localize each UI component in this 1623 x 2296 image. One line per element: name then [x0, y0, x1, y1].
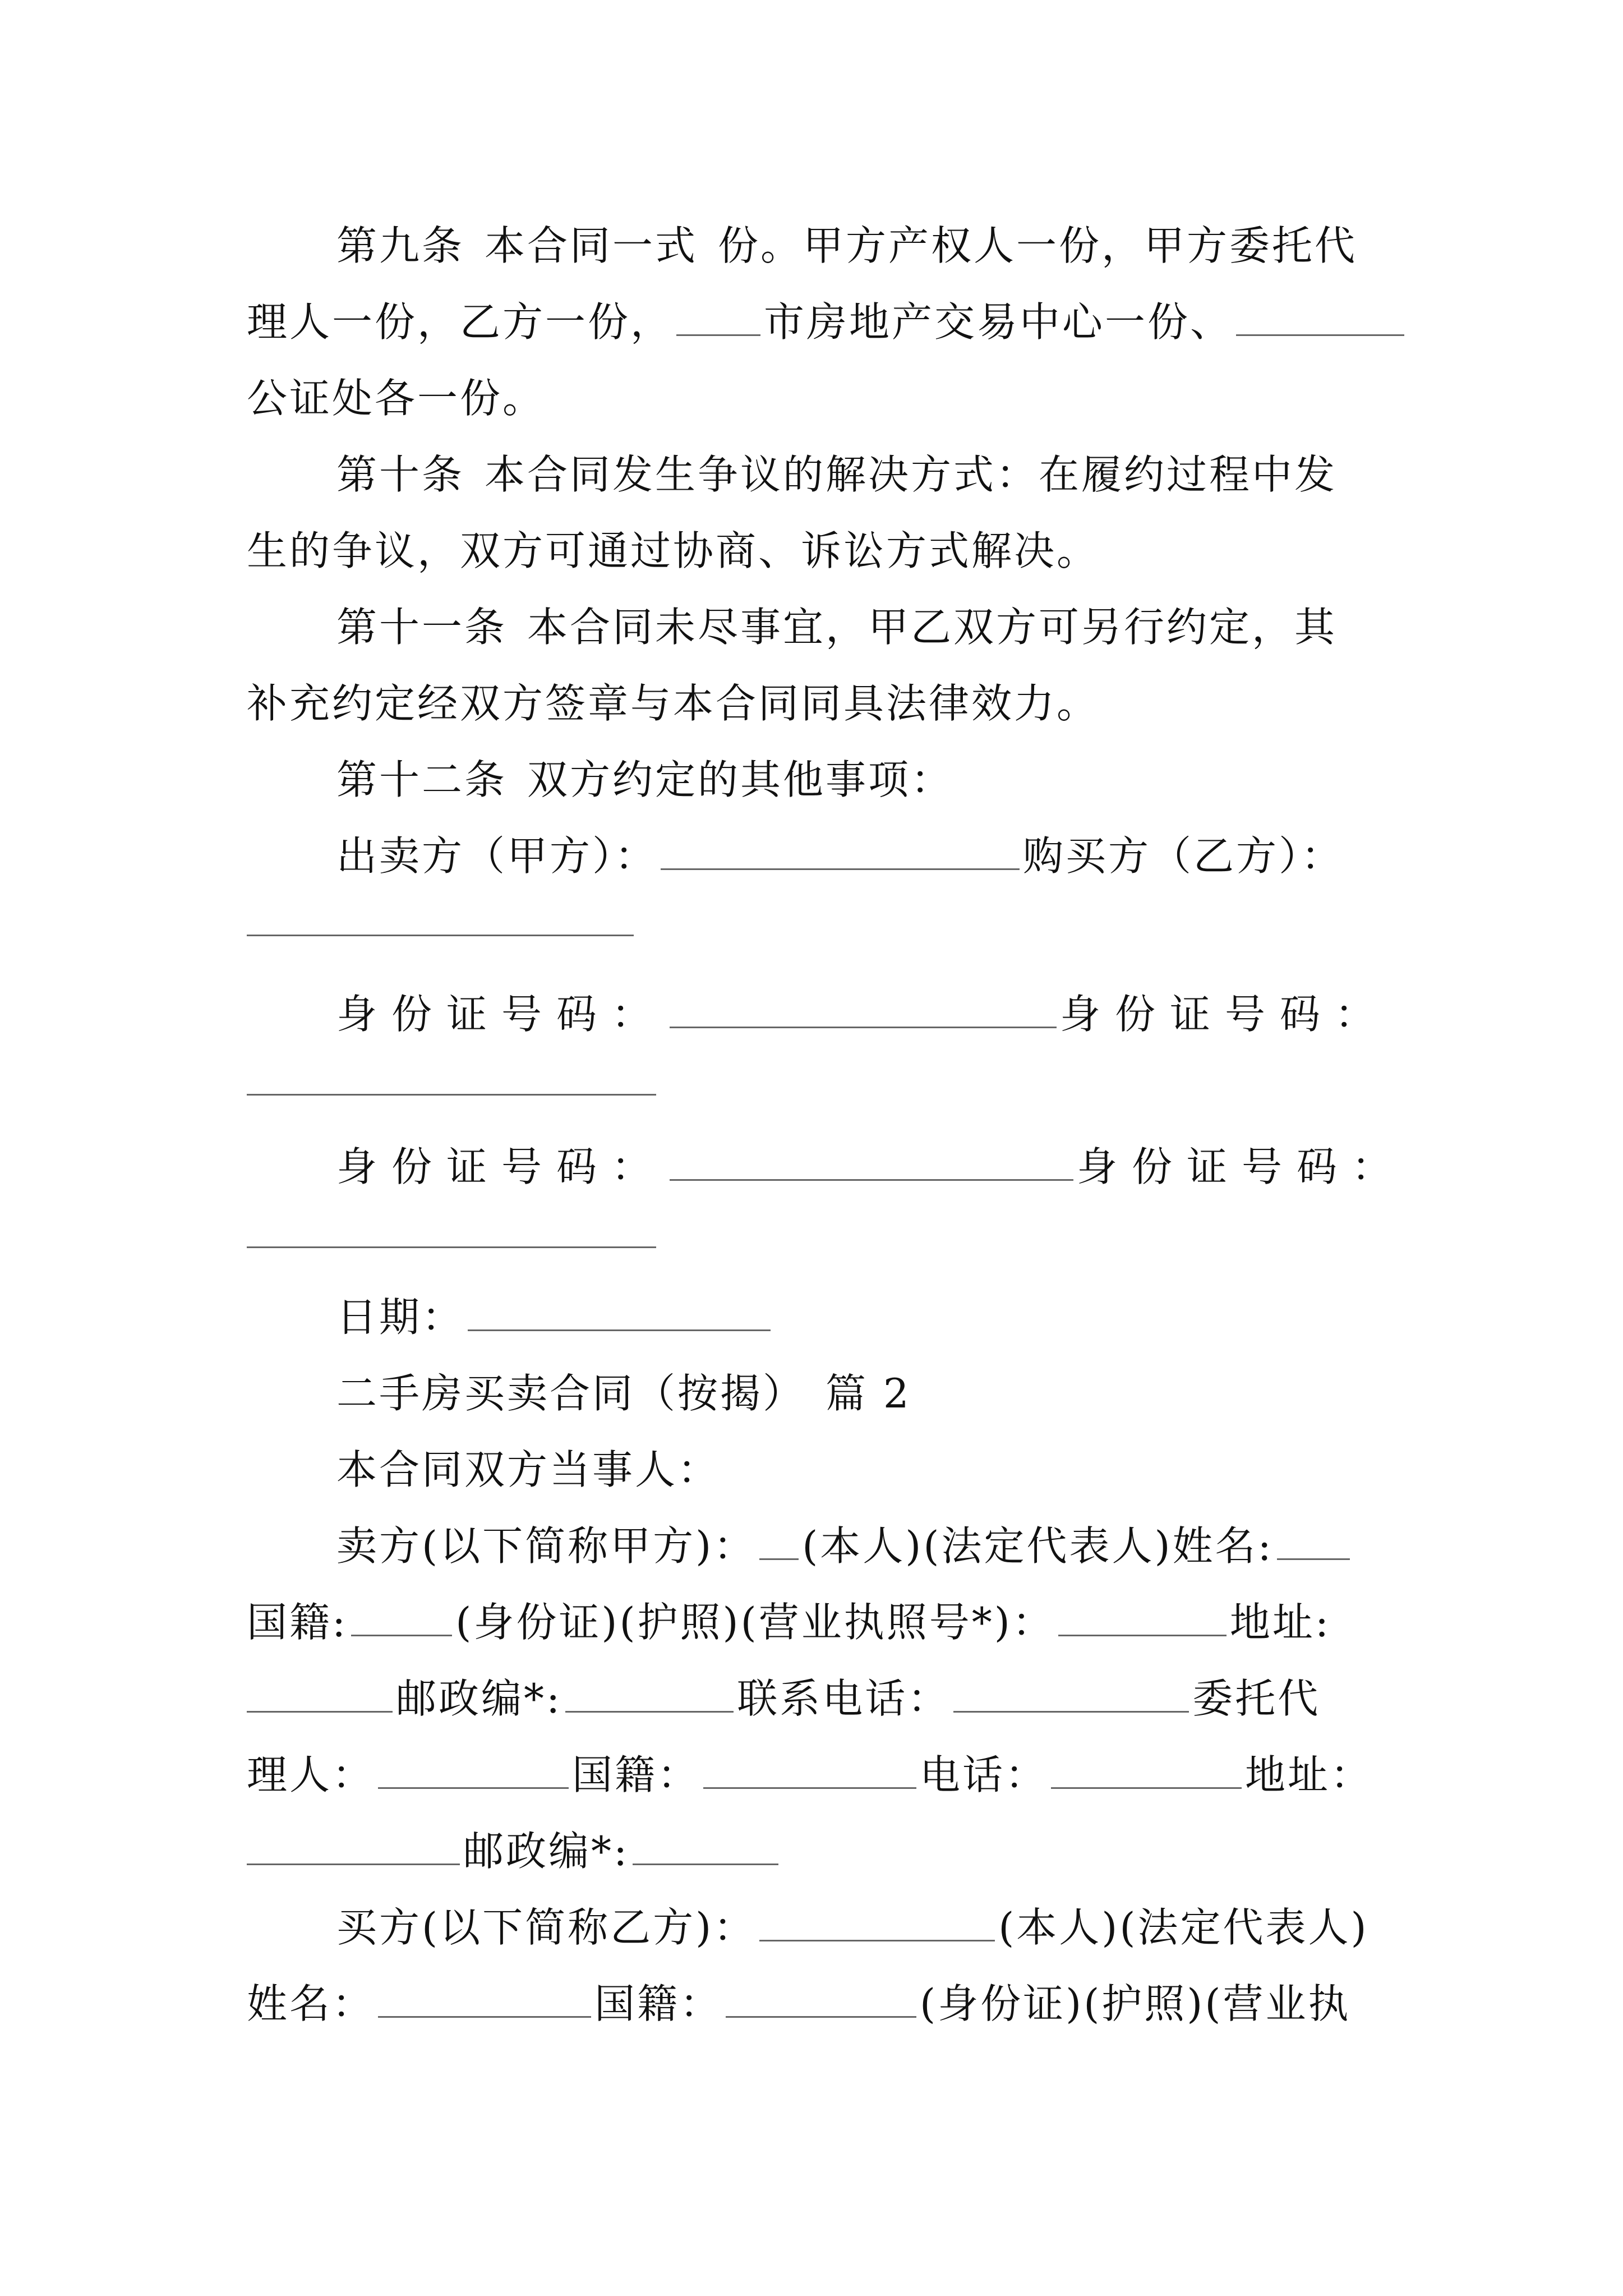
section-title: 二手房买卖合同（按揭） [336, 1370, 806, 1417]
seller-postcode-label: 邮政编*: [396, 1675, 562, 1722]
article-12-line-1 [336, 742, 1380, 818]
article-11-line-2-text: 补充约定经双方签章与本合同同具法律效力。 [247, 680, 1100, 727]
article-9-line-1 [336, 208, 1380, 284]
seller-address-label: 地址: [1229, 1599, 1331, 1646]
seller-info-line-5 [247, 1813, 1380, 1889]
id-number-line-3 [336, 1129, 1407, 1205]
date-line [336, 1279, 1380, 1355]
seller-agent-postcode-label: 邮政编*: [463, 1828, 630, 1875]
seller-agent-blank[interactable] [378, 1750, 569, 1789]
article-11-line-1 [336, 589, 1380, 665]
seller-name-blank[interactable] [1277, 1521, 1350, 1560]
seller-phone-label: 联系电话： [737, 1675, 951, 1722]
signature-party-line [336, 818, 1380, 894]
id-number-blank-2[interactable] [247, 1057, 656, 1096]
seller-name-label: (本人)(法定代表人)姓名: [802, 1522, 1274, 1570]
buyer-id-label: (身份证)(护照)(营业执 [920, 1980, 1351, 2027]
seller-agent-address-label: 地址： [1245, 1751, 1373, 1798]
buyer-nationality-label: 国籍： [594, 1980, 723, 2027]
id-number-label-3: 身份证号码： [336, 1143, 667, 1190]
seller-phone-blank[interactable] [953, 1674, 1189, 1713]
article-10-line-2-text: 生的争议，双方可通过协商、诉讼方式解决。 [247, 527, 1100, 574]
article-10-number: 第十条 [336, 451, 465, 498]
article-9-line-3-text: 公证处各一份。 [247, 375, 546, 422]
id-number-line-2 [247, 1043, 1380, 1120]
buyer-signature-blank[interactable] [247, 898, 634, 936]
buyer-info-line-2 [247, 1966, 1380, 2042]
seller-agent-nationality-blank[interactable] [703, 1750, 916, 1789]
article-9-line-2 [247, 284, 1380, 360]
seller-type-blank[interactable] [759, 1521, 799, 1560]
seller-intro: 卖方(以下简称甲方)： [336, 1522, 757, 1570]
seller-id-label: (身份证)(护照)(营业执照号*)： [455, 1599, 1055, 1646]
seller-signature-blank[interactable] [661, 831, 1020, 870]
id-number-blank-3[interactable] [670, 1142, 1073, 1181]
seller-agent-phone-label: 电话： [920, 1751, 1048, 1798]
article-11-line-2 [247, 665, 1380, 742]
buyer-intro: 买方(以下简称乙方)： [336, 1904, 757, 1951]
seller-id-blank[interactable] [1058, 1598, 1227, 1636]
seller-agent-postcode-blank[interactable] [633, 1826, 778, 1865]
seller-signature-label: 出卖方（甲方）： [336, 832, 658, 880]
article-9-number: 第九条 [336, 222, 465, 269]
article-10-text: 本合同发生争议的解决方式：在履约过程中发 [485, 451, 1338, 498]
seller-nationality-label: 国籍: [247, 1599, 348, 1646]
seller-agent-phone-blank[interactable] [1051, 1750, 1242, 1789]
date-label: 日期： [336, 1294, 465, 1341]
seller-info-line-3 [247, 1660, 1380, 1737]
article-10-line-1 [336, 436, 1380, 513]
buyer-type-label: (本人)(法定代表人) [998, 1904, 1369, 1951]
buyer-info-line-1 [336, 1889, 1380, 1966]
id-number-line-1 [336, 976, 1390, 1052]
seller-agent-label-a: 委托代 [1192, 1675, 1321, 1722]
blank-notary[interactable] [1236, 297, 1404, 336]
buyer-signature-label: 购买方（乙方）： [1023, 832, 1344, 880]
seller-info-line-1 [336, 1508, 1380, 1584]
buyer-signature-line [247, 884, 1380, 960]
article-9-text-a: 本合同一式 [485, 222, 698, 269]
buyer-nationality-blank[interactable] [726, 1979, 916, 2018]
id-number-label-4: 身份证号码： [1077, 1143, 1407, 1190]
seller-address-blank[interactable] [247, 1674, 393, 1713]
section-title-line [336, 1355, 1380, 1432]
blank-city[interactable] [676, 297, 760, 336]
article-12-number: 第十二条 [336, 756, 508, 803]
article-10-line-2 [247, 513, 1380, 589]
seller-info-line-4 [247, 1737, 1380, 1813]
buyer-name-blank[interactable] [378, 1979, 591, 2018]
id-number-label-1: 身份证号码： [336, 991, 667, 1038]
date-blank[interactable] [468, 1292, 771, 1331]
article-9-line-3 [247, 360, 1380, 436]
id-number-line-4 [247, 1196, 1380, 1272]
id-number-blank-1[interactable] [670, 990, 1057, 1028]
buyer-type-blank[interactable] [759, 1903, 995, 1941]
article-11-number: 第十一条 [336, 604, 508, 651]
seller-agent-label-b: 理人： [247, 1751, 375, 1798]
seller-info-line-2 [247, 1584, 1380, 1660]
seller-nationality-blank[interactable] [351, 1598, 452, 1636]
seller-agent-address-blank[interactable] [247, 1826, 460, 1865]
seller-agent-nationality-label: 国籍： [572, 1751, 700, 1798]
seller-postcode-blank[interactable] [565, 1674, 734, 1713]
id-number-label-2: 身份证号码： [1060, 991, 1390, 1038]
parties-heading: 本合同双方当事人： [336, 1446, 721, 1493]
article-11-text: 本合同未尽事宜，甲乙双方可另行约定，其 [527, 604, 1338, 651]
article-12-text: 双方约定的其他事项： [527, 756, 954, 803]
buyer-name-label: 姓名： [247, 1980, 375, 2027]
section-number: 篇 2 [826, 1370, 911, 1417]
parties-heading-line [336, 1432, 1380, 1508]
article-9-line-2-a: 理人一份，乙方一份， [247, 298, 674, 346]
id-number-blank-4[interactable] [247, 1209, 656, 1248]
article-9-text-b: 份。甲方产权人一份，甲方委托代 [718, 222, 1358, 269]
article-9-line-2-b: 市房地产交易中心一份、 [764, 298, 1233, 346]
